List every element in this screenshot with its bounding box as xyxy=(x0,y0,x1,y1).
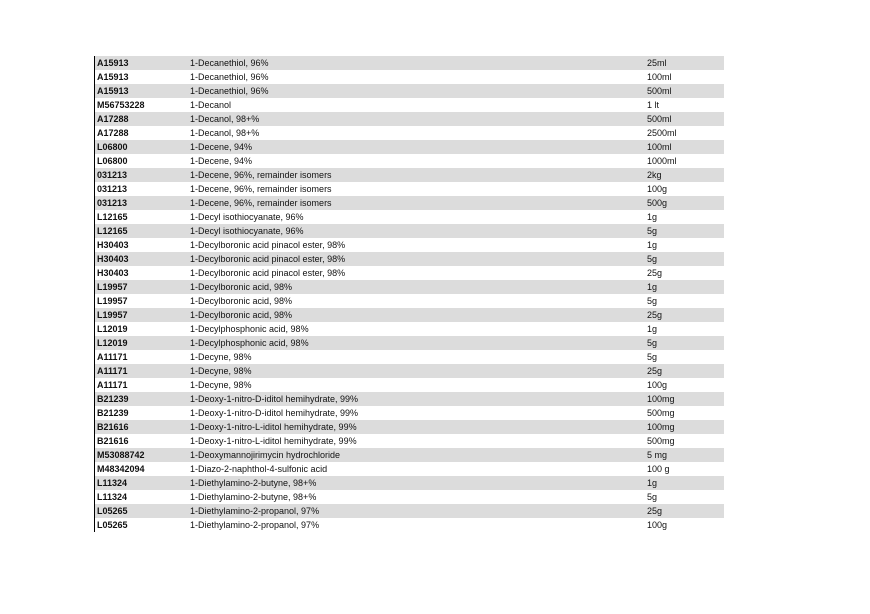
product-code: A11171 xyxy=(97,352,128,362)
product-name: 1-Decanol xyxy=(190,100,232,110)
pack-size: 1 lt xyxy=(647,100,660,110)
product-name: 1-Decyl isothiocyanate, 96% xyxy=(190,226,304,236)
table-row xyxy=(95,462,724,476)
pack-size: 100 g xyxy=(647,464,670,474)
product-name: 1-Decanethiol, 96% xyxy=(190,58,269,68)
product-code: L12019 xyxy=(97,324,128,334)
table-row xyxy=(95,294,724,308)
product-code: H30403 xyxy=(97,240,129,250)
product-name: 1-Decanol, 98+% xyxy=(190,128,260,138)
table-row xyxy=(95,154,724,168)
product-code: A11171 xyxy=(97,366,128,376)
pack-size: 1g xyxy=(647,212,658,222)
product-code: H30403 xyxy=(97,268,129,278)
product-code: A15913 xyxy=(97,86,129,96)
product-code: M48342094 xyxy=(97,464,145,474)
product-code: M56753228 xyxy=(97,100,145,110)
product-name: 1-Decylboronic acid, 98% xyxy=(190,296,293,306)
product-name: 1-Decylboronic acid pinacol ester, 98% xyxy=(190,240,346,250)
table-row xyxy=(95,70,724,84)
table-row xyxy=(95,224,724,238)
product-code: L19957 xyxy=(97,296,128,306)
product-name: 1-Decylboronic acid, 98% xyxy=(190,282,293,292)
table-row xyxy=(95,336,724,350)
product-name: 1-Decanethiol, 96% xyxy=(190,86,269,96)
product-code: L19957 xyxy=(97,310,128,320)
product-code: B21239 xyxy=(97,408,129,418)
product-name: 1-Diethylamino-2-propanol, 97% xyxy=(190,506,320,516)
product-code: L06800 xyxy=(97,142,128,152)
product-name: 1-Diethylamino-2-butyne, 98+% xyxy=(190,478,317,488)
pack-size: 1g xyxy=(647,478,658,488)
product-name: 1-Decylboronic acid pinacol ester, 98% xyxy=(190,268,346,278)
pack-size: 25ml xyxy=(647,58,667,68)
pack-size: 100mg xyxy=(647,422,675,432)
product-name: 1-Decyne, 98% xyxy=(190,366,252,376)
pack-size: 5g xyxy=(647,226,658,236)
pack-size: 500ml xyxy=(647,114,672,124)
product-name: 1-Decylboronic acid pinacol ester, 98% xyxy=(190,254,346,264)
product-name: 1-Diazo-2-naphthol-4-sulfonic acid xyxy=(190,464,328,474)
pack-size: 100mg xyxy=(647,394,675,404)
product-table xyxy=(94,56,724,532)
table-row xyxy=(95,420,724,434)
table-row xyxy=(95,252,724,266)
pack-size: 5g xyxy=(647,338,658,348)
table-row xyxy=(95,112,724,126)
product-code: L19957 xyxy=(97,282,128,292)
pack-size: 5 mg xyxy=(647,450,668,460)
pack-size: 25g xyxy=(647,506,663,516)
product-code: 031213 xyxy=(97,170,128,180)
table-row xyxy=(95,210,724,224)
pack-size: 500mg xyxy=(647,408,675,418)
product-name: 1-Decene, 96%, remainder isomers xyxy=(190,198,332,208)
table-row xyxy=(95,364,724,378)
table-row xyxy=(95,126,724,140)
product-code: 031213 xyxy=(97,198,128,208)
pack-size: 2500ml xyxy=(647,128,677,138)
table-row xyxy=(95,308,724,322)
table-row xyxy=(95,518,724,532)
table-row xyxy=(95,350,724,364)
pack-size: 1000ml xyxy=(647,156,677,166)
table-row xyxy=(95,196,724,210)
table-row xyxy=(95,98,724,112)
pack-size: 5g xyxy=(647,352,658,362)
product-code: L06800 xyxy=(97,156,128,166)
product-code: B21616 xyxy=(97,422,129,432)
product-code: L12165 xyxy=(97,226,128,236)
product-code: 031213 xyxy=(97,184,128,194)
product-name: 1-Decylboronic acid, 98% xyxy=(190,310,293,320)
pack-size: 500g xyxy=(647,198,668,208)
pack-size: 500ml xyxy=(647,86,672,96)
table-row xyxy=(95,434,724,448)
table-row xyxy=(95,168,724,182)
table-row xyxy=(95,504,724,518)
product-code: B21616 xyxy=(97,436,129,446)
product-name: 1-Decene, 94% xyxy=(190,142,253,152)
table-row xyxy=(95,238,724,252)
product-code: A15913 xyxy=(97,58,129,68)
product-code: H30403 xyxy=(97,254,129,264)
table-row xyxy=(95,448,724,462)
product-code: A17288 xyxy=(97,128,129,138)
pack-size: 25g xyxy=(647,366,663,376)
table-row xyxy=(95,266,724,280)
product-code: L05265 xyxy=(97,506,128,516)
product-code: L11324 xyxy=(97,478,128,488)
pack-size: 25g xyxy=(647,268,663,278)
pack-size: 100g xyxy=(647,520,668,530)
product-name: 1-Deoxy-1-nitro-L-iditol hemihydrate, 99% xyxy=(190,422,357,432)
product-name: 1-Deoxymannojirimycin hydrochloride xyxy=(190,450,341,460)
table-row xyxy=(95,182,724,196)
pack-size: 5g xyxy=(647,254,658,264)
product-name: 1-Decylphosphonic acid, 98% xyxy=(190,324,309,334)
product-name: 1-Decene, 94% xyxy=(190,156,253,166)
table-row xyxy=(95,84,724,98)
pack-size: 100g xyxy=(647,184,668,194)
table-row xyxy=(95,378,724,392)
product-name: 1-Decylphosphonic acid, 98% xyxy=(190,338,309,348)
table-row xyxy=(95,490,724,504)
product-name: 1-Diethylamino-2-propanol, 97% xyxy=(190,520,320,530)
product-name: 1-Decanethiol, 96% xyxy=(190,72,269,82)
pack-size: 25g xyxy=(647,310,663,320)
product-code: B21239 xyxy=(97,394,129,404)
pack-size: 5g xyxy=(647,492,658,502)
product-name: 1-Decyl isothiocyanate, 96% xyxy=(190,212,304,222)
product-code: L11324 xyxy=(97,492,128,502)
pack-size: 1g xyxy=(647,240,658,250)
product-name: 1-Decyne, 98% xyxy=(190,380,252,390)
table-row xyxy=(95,406,724,420)
table-row xyxy=(95,476,724,490)
table-row xyxy=(95,140,724,154)
pack-size: 1g xyxy=(647,282,658,292)
product-name: 1-Decene, 96%, remainder isomers xyxy=(190,184,332,194)
table-row xyxy=(95,322,724,336)
pack-size: 2kg xyxy=(647,170,662,180)
product-name: 1-Deoxy-1-nitro-D-iditol hemihydrate, 99% xyxy=(190,394,359,404)
pack-size: 5g xyxy=(647,296,658,306)
product-name: 1-Decene, 96%, remainder isomers xyxy=(190,170,332,180)
product-code: M53088742 xyxy=(97,450,145,460)
table-row xyxy=(95,56,724,70)
product-code: L12165 xyxy=(97,212,128,222)
product-name: 1-Diethylamino-2-butyne, 98+% xyxy=(190,492,317,502)
pack-size: 100ml xyxy=(647,72,672,82)
pack-size: 100ml xyxy=(647,142,672,152)
product-code: L12019 xyxy=(97,338,128,348)
pack-size: 100g xyxy=(647,380,668,390)
product-code: A15913 xyxy=(97,72,129,82)
product-name: 1-Deoxy-1-nitro-D-iditol hemihydrate, 99% xyxy=(190,408,359,418)
product-code: A17288 xyxy=(97,114,129,124)
pack-size: 1g xyxy=(647,324,658,334)
product-code: A11171 xyxy=(97,380,128,390)
table-row xyxy=(95,392,724,406)
table-row xyxy=(95,280,724,294)
pack-size: 500mg xyxy=(647,436,675,446)
product-name: 1-Decyne, 98% xyxy=(190,352,252,362)
product-name: 1-Decanol, 98+% xyxy=(190,114,260,124)
product-name: 1-Deoxy-1-nitro-L-iditol hemihydrate, 99% xyxy=(190,436,357,446)
product-code: L05265 xyxy=(97,520,128,530)
